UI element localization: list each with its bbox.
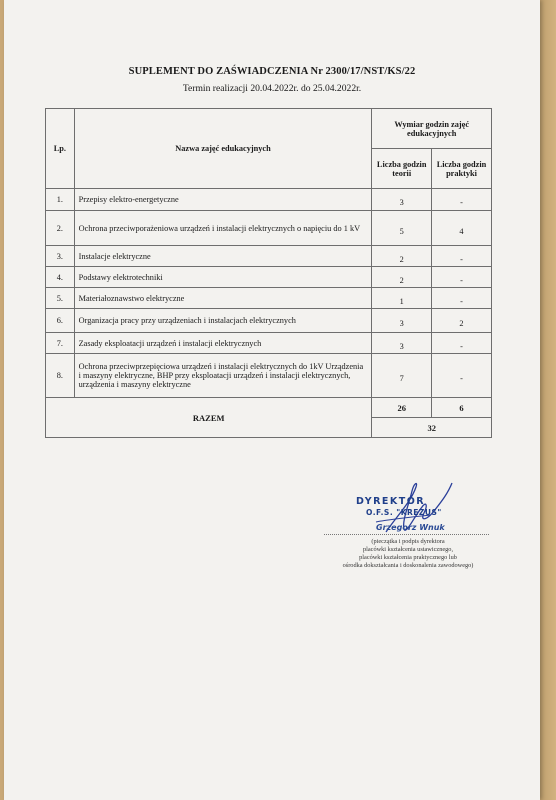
row-practice-hours: - — [432, 288, 492, 309]
document-subtitle: Termin realizacji 20.04.2022r. do 25.04.2022r. — [182, 83, 362, 94]
caption-line: placówki kształcenia ustawicznego, — [362, 546, 454, 553]
row-theory-hours: 3 — [372, 333, 432, 354]
row-course-name: Organizacja pracy przy urządzeniach i instalacjach elektrycznych — [74, 309, 372, 333]
document-page — [4, 0, 540, 800]
row-course-name: Ochrona przeciwporażeniowa urządzeń i instalacji elektrycznych o napięciu do 1 kV — [74, 211, 372, 246]
total-practice-hours: 6 — [432, 398, 492, 418]
row-course-name: Materiałoznawstwo elektryczne — [74, 288, 372, 309]
caption-line: ośrodka dokształcania i doskonalenia zawodowego) — [342, 562, 474, 569]
row-practice-hours: - — [432, 189, 492, 211]
header-hours-group: Wymiar godzin zajęć edukacyjnych — [372, 109, 492, 149]
table-row — [46, 211, 492, 246]
row-practice-hours: - — [432, 246, 492, 267]
total-theory-hours: 26 — [372, 398, 432, 418]
row-theory-hours: 5 — [372, 211, 432, 246]
row-theory-hours: 3 — [372, 309, 432, 333]
row-theory-hours: 7 — [372, 354, 432, 398]
table-row — [46, 246, 492, 267]
table-row — [46, 189, 492, 211]
totals-label: RAZEM — [46, 398, 372, 438]
stamp-title: DYREKTOR — [356, 496, 426, 507]
stamp-director-name: Grzegorz Wnuk — [376, 523, 445, 532]
row-practice-hours: 2 — [432, 309, 492, 333]
row-course-name: Podstawy elektrotechniki — [74, 267, 372, 288]
row-course-name: Przepisy elektro-energetyczne — [74, 189, 372, 211]
row-lp: 7. — [46, 333, 75, 354]
row-theory-hours: 2 — [372, 246, 432, 267]
row-practice-hours: 4 — [432, 211, 492, 246]
row-lp: 8. — [46, 354, 75, 398]
caption-line: (pieczątka i podpis dyrektora — [371, 538, 445, 545]
row-practice-hours: - — [432, 354, 492, 398]
row-theory-hours: 2 — [372, 267, 432, 288]
signature-line — [324, 534, 489, 535]
table-row — [46, 267, 492, 288]
header-lp: Lp. — [46, 109, 75, 189]
header-practice-hours: Liczba godzin praktyki — [432, 149, 492, 189]
signature-caption — [322, 538, 494, 570]
table-row — [46, 354, 492, 398]
header-theory-hours: Liczba godzin teorii — [372, 149, 432, 189]
row-lp: 3. — [46, 246, 75, 267]
row-lp: 1. — [46, 189, 75, 211]
row-practice-hours: - — [432, 333, 492, 354]
table-row — [46, 309, 492, 333]
row-theory-hours: 1 — [372, 288, 432, 309]
table-row — [46, 288, 492, 309]
row-course-name: Instalacje elektryczne — [74, 246, 372, 267]
row-lp: 6. — [46, 309, 75, 333]
row-lp: 5. — [46, 288, 75, 309]
row-theory-hours: 3 — [372, 189, 432, 211]
row-course-name: Ochrona przeciwprzepięciowa urządzeń i instalacji elektrycznych do 1kV Urządzenia i maszyny elektryczne, BHP przy eksploatacji urządzeń i instalacji elektrycznych, urządzenia i maszyny elektryczne — [74, 354, 372, 398]
row-lp: 2. — [46, 211, 75, 246]
grand-total-hours: 32 — [372, 418, 492, 438]
caption-line: placówki kształcenia praktycznego lub — [359, 554, 457, 561]
header-course-name: Nazwa zajęć edukacyjnych — [74, 109, 372, 189]
document-title: SUPLEMENT DO ZAŚWIADCZENIA Nr 2300/17/NST/KS/22 — [128, 66, 416, 77]
courses-table — [45, 108, 492, 438]
row-lp: 4. — [46, 267, 75, 288]
row-course-name: Zasady eksploatacji urządzeń i instalacji elektrycznych — [74, 333, 372, 354]
background-edge — [540, 0, 556, 800]
table-row — [46, 333, 492, 354]
stamp-organization: O.F.S. "KREZUS" — [366, 508, 442, 517]
row-practice-hours: - — [432, 267, 492, 288]
totals-row — [46, 398, 492, 418]
